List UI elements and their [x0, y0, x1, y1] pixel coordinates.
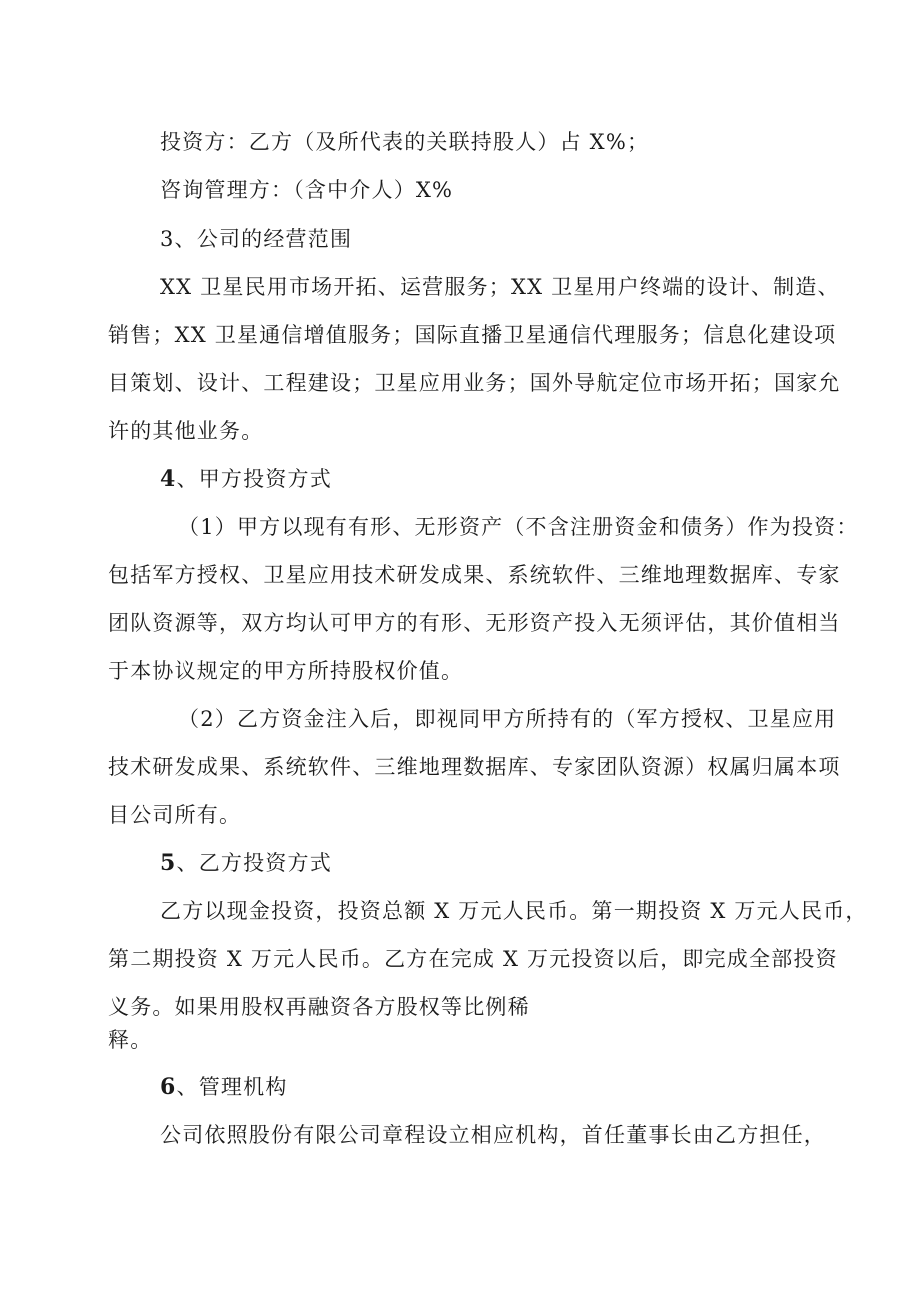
- party-a-clause-2-line-1: （2）乙方资金注入后，即视同甲方所持有的（军方授权、卫星应用: [178, 707, 837, 731]
- section-3-heading: 3、公司的经营范围: [160, 227, 353, 251]
- section-5-title: 、乙方投资方式: [176, 851, 332, 875]
- section-6-title: 、管理机构: [176, 1075, 288, 1099]
- section-4-heading: [160, 464, 332, 494]
- party-b-investment-line-3: 义务。如果用股权再融资各方股权等比例稀: [108, 995, 530, 1019]
- section-6-heading: [160, 1072, 288, 1102]
- party-a-clause-1-line-1: （1）甲方以现有有形、无形资产（不含注册资金和债务）作为投资：: [178, 515, 859, 539]
- management-structure-line-1: 公司依照股份有限公司章程设立相应机构，首任董事长由乙方担任，: [160, 1123, 826, 1147]
- business-scope-line-3: 目策划、设计、工程建设；卫星应用业务；国外导航定位市场开拓；国家允: [108, 371, 841, 395]
- party-a-clause-2-line-3: 目公司所有。: [108, 803, 242, 827]
- business-scope-line-2: 销售；XX 卫星通信增值服务；国际直播卫星通信代理服务；信息化建设项: [108, 323, 837, 347]
- party-b-investment-line-4: 释。: [108, 1028, 153, 1052]
- section-4-number: 4: [160, 466, 177, 492]
- investor-share-line: 投资方：乙方（及所代表的关联持股人）占 X%；: [160, 130, 650, 154]
- business-scope-line-4: 许的其他业务。: [108, 419, 264, 443]
- party-a-clause-1-line-2: 包括军方授权、卫星应用技术研发成果、系统软件、三维地理数据库、专家: [108, 563, 841, 587]
- consultant-share-line: 咨询管理方：（含中介人）X%: [160, 178, 454, 202]
- business-scope-line-1: XX 卫星民用市场开拓、运营服务；XX 卫星用户终端的设计、制造、: [160, 275, 840, 299]
- party-b-investment-line-1: 乙方以现金投资，投资总额 X 万元人民币。第一期投资 X 万元人民币，: [160, 899, 868, 923]
- section-4-title: 、甲方投资方式: [176, 467, 332, 491]
- party-a-clause-2-line-2: 技术研发成果、系统软件、三维地理数据库、专家团队资源）权属归属本项: [108, 755, 841, 779]
- section-5-number: 5: [160, 850, 177, 876]
- party-a-clause-1-line-3: 团队资源等，双方均认可甲方的有形、无形资产投入无须评估，其价值相当: [108, 611, 841, 635]
- party-a-clause-1-line-4: 于本协议规定的甲方所持股权价值。: [108, 659, 464, 683]
- section-6-number: 6: [160, 1074, 177, 1100]
- party-b-investment-line-2: 第二期投资 X 万元人民币。乙方在完成 X 万元投资以后，即完成全部投资: [108, 947, 838, 971]
- section-5-heading: [160, 848, 332, 878]
